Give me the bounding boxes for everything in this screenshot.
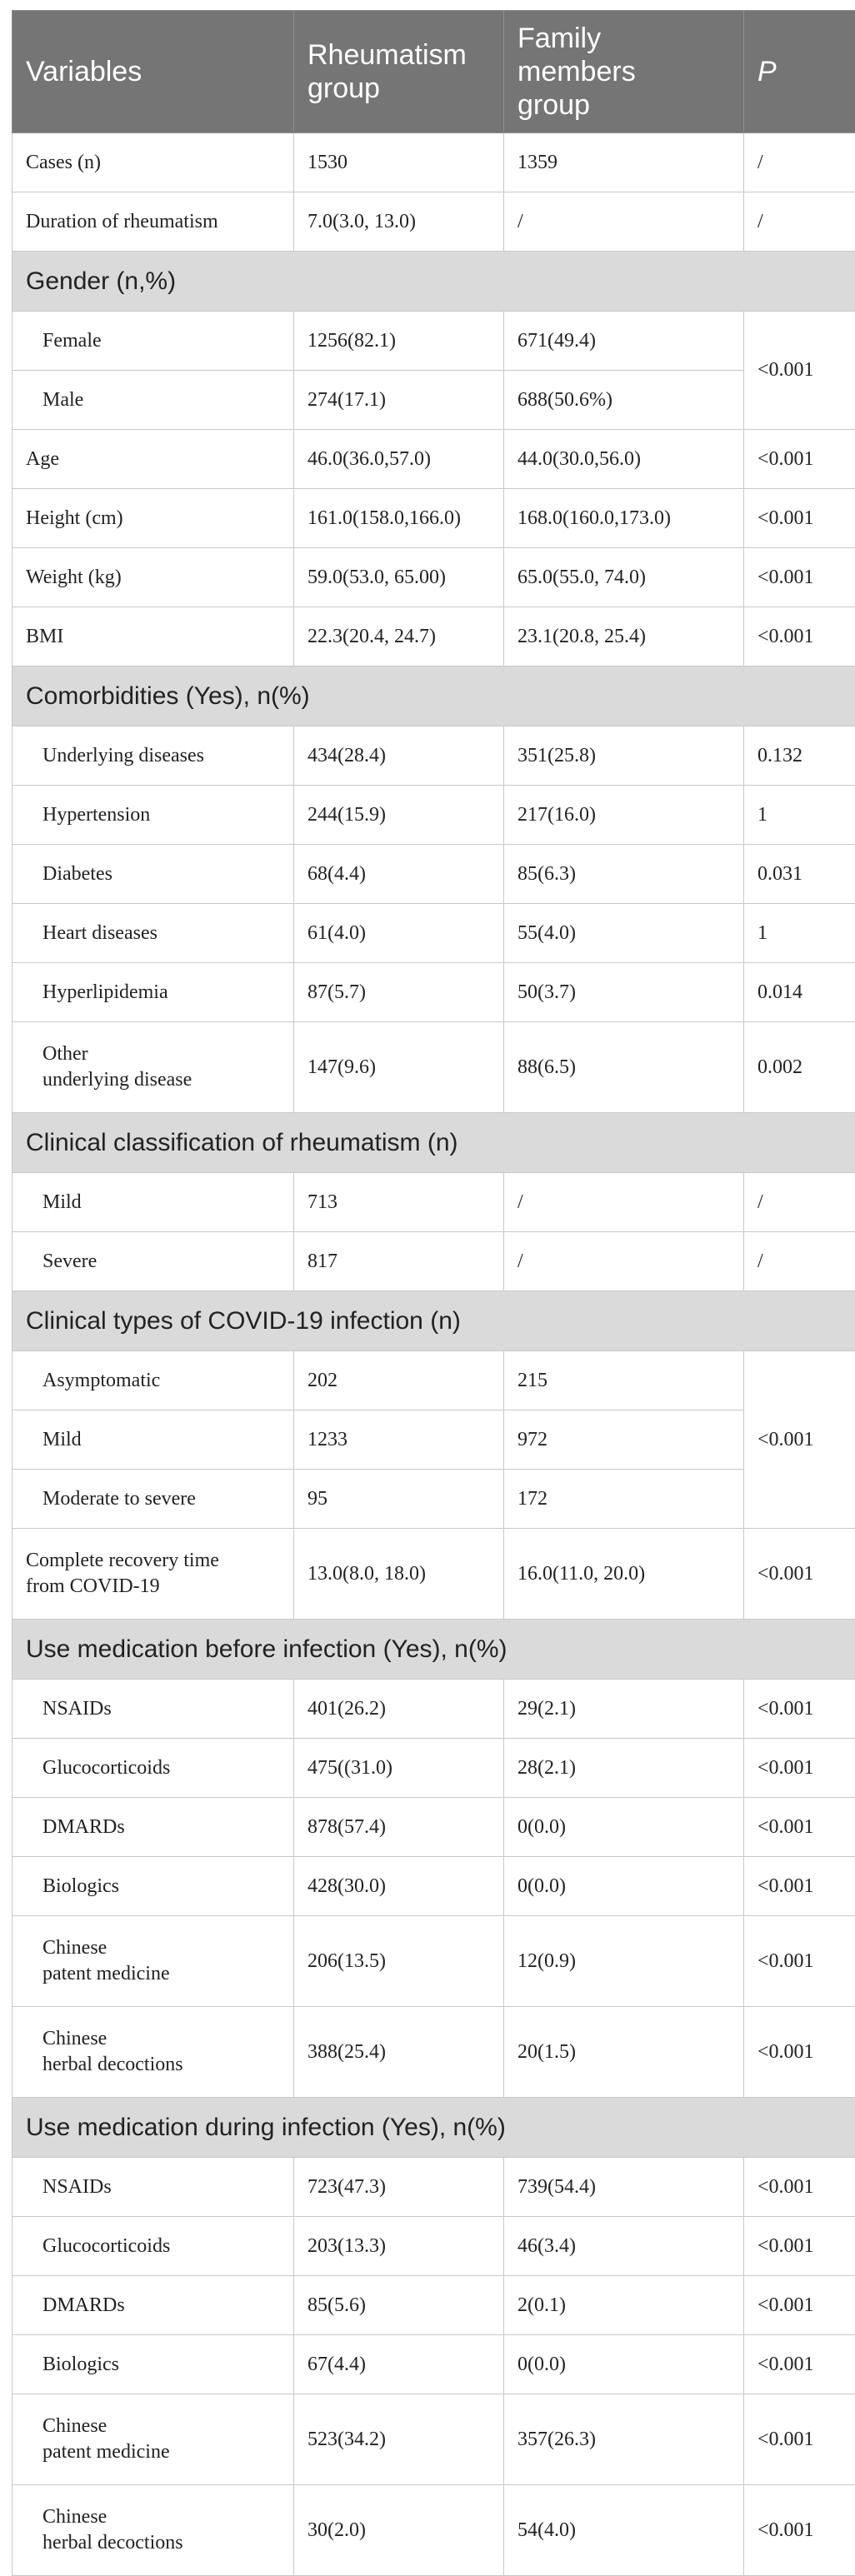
variable-label: Height (cm) [12, 489, 294, 548]
variable-label-line: from COVID-19 [26, 1575, 160, 1597]
table-row [12, 1410, 855, 1470]
table-row [12, 607, 855, 666]
family-group-value: 0(0.0) [504, 1798, 744, 1857]
family-group-value: 88(6.5) [504, 1022, 744, 1113]
rheumatism-group-value: 203(13.3) [294, 2217, 504, 2276]
rheumatism-group-value: 67(4.4) [294, 2335, 504, 2394]
rheumatism-group-value: 274(17.1) [294, 371, 504, 430]
variable-label: NSAIDs [12, 2158, 294, 2217]
table-row [12, 312, 855, 371]
p-value: 0.002 [744, 1022, 855, 1113]
family-group-value: 28(2.1) [504, 1739, 744, 1798]
table-row [12, 2158, 855, 2217]
family-group-value: 0(0.0) [504, 1857, 744, 1916]
p-value: <0.001 [744, 607, 855, 666]
table-row [12, 489, 855, 548]
variable-label-line: Chinese [42, 2506, 107, 2528]
variable-label-line: Chinese [42, 2028, 107, 2049]
rheumatism-group-value: 388(25.4) [294, 2007, 504, 2098]
variable-label: Male [12, 371, 294, 430]
p-value: 1 [744, 904, 855, 963]
family-group-value: / [504, 1232, 744, 1291]
family-group-value: 50(3.7) [504, 963, 744, 1022]
table-header [12, 11, 855, 133]
family-group-value: 172 [504, 1470, 744, 1529]
section-label: Comorbidities (Yes), n(%) [12, 666, 855, 726]
p-value: <0.001 [744, 2007, 855, 2098]
variable-label: Hypertension [12, 786, 294, 845]
table-row [12, 1857, 855, 1916]
family-group-value: 217(16.0) [504, 786, 744, 845]
variable-label: Mild [12, 1410, 294, 1470]
rheumatism-group-value: 87(5.7) [294, 963, 504, 1022]
table-row [12, 371, 855, 430]
p-value: <0.001 [744, 1739, 855, 1798]
variable-label: Duration of rheumatism [12, 192, 294, 252]
family-group-value: 1359 [504, 133, 744, 192]
rheumatism-group-value: 817 [294, 1232, 504, 1291]
variable-label: Mild [12, 1173, 294, 1232]
variable-label-line: patent medicine [42, 1963, 170, 1984]
p-value: <0.001 [744, 1857, 855, 1916]
table-row [12, 2335, 855, 2394]
section-header-row [12, 666, 855, 726]
variable-label-line: herbal decoctions [42, 2532, 183, 2554]
header-family-group-line: group [518, 89, 590, 121]
family-group-value: 16.0(11.0, 20.0) [504, 1529, 744, 1620]
rheumatism-group-value: 30(2.0) [294, 2485, 504, 2576]
header-rheumatism-group [294, 11, 504, 133]
family-group-value: 671(49.4) [504, 312, 744, 371]
rheumatism-group-value: 723(47.3) [294, 2158, 504, 2217]
rheumatism-group-value: 202 [294, 1351, 504, 1410]
variable-label-line: patent medicine [42, 2441, 170, 2463]
variable-label-line: underlying disease [42, 1069, 192, 1091]
table-row [12, 904, 855, 963]
family-group-value: 44.0(30.0,56.0) [504, 430, 744, 489]
rheumatism-group-value: 85(5.6) [294, 2276, 504, 2335]
variable-label: Diabetes [12, 845, 294, 904]
table-row [12, 1232, 855, 1291]
family-group-value: / [504, 1173, 744, 1232]
table-row [12, 726, 855, 786]
p-value: <0.001 [744, 2394, 855, 2485]
rheumatism-group-value: 523(34.2) [294, 2394, 504, 2485]
section-header-row [12, 2098, 855, 2158]
family-group-value: 85(6.3) [504, 845, 744, 904]
rheumatism-group-value: 1256(82.1) [294, 312, 504, 371]
section-header-row [12, 1291, 855, 1351]
table-row [12, 1022, 855, 1113]
variable-label-line: Chinese [42, 1937, 107, 1959]
table-row [12, 1529, 855, 1620]
variable-label: NSAIDs [12, 1680, 294, 1739]
table-row [12, 1680, 855, 1739]
family-group-value: 739(54.4) [504, 2158, 744, 2217]
rheumatism-group-value: 244(15.9) [294, 786, 504, 845]
rheumatism-group-value: 475((31.0) [294, 1739, 504, 1798]
table-row [12, 2007, 855, 2098]
p-value: <0.001 [744, 489, 855, 548]
table-row [12, 133, 855, 192]
p-value: <0.001 [744, 548, 855, 607]
section-header-row [12, 1113, 855, 1173]
p-value: <0.001 [744, 1798, 855, 1857]
family-group-value: 65.0(55.0, 74.0) [504, 548, 744, 607]
variable-label-line: Complete recovery time [26, 1550, 219, 1571]
p-value: <0.001 [744, 1916, 855, 2007]
variable-label-line: herbal decoctions [42, 2054, 183, 2075]
variable-label: Female [12, 312, 294, 371]
table-row [12, 845, 855, 904]
table-row [12, 2394, 855, 2485]
variable-label: DMARDs [12, 1798, 294, 1857]
table-row [12, 963, 855, 1022]
rheumatism-group-value: 878(57.4) [294, 1798, 504, 1857]
section-header-row [12, 252, 855, 312]
variable-label: Asymptomatic [12, 1351, 294, 1410]
rheumatism-group-value: 206(13.5) [294, 1916, 504, 2007]
family-group-value: 0(0.0) [504, 2335, 744, 2394]
family-group-value: / [504, 192, 744, 252]
family-group-value: 351(25.8) [504, 726, 744, 786]
variable-label: Hyperlipidemia [12, 963, 294, 1022]
family-group-value: 46(3.4) [504, 2217, 744, 2276]
rheumatism-group-value: 13.0(8.0, 18.0) [294, 1529, 504, 1620]
p-value: <0.001 [744, 2485, 855, 2576]
variable-label: DMARDs [12, 2276, 294, 2335]
variable-label: Age [12, 430, 294, 489]
variable-label: BMI [12, 607, 294, 666]
variable-label: Heart diseases [12, 904, 294, 963]
family-group-value: 20(1.5) [504, 2007, 744, 2098]
header-p-value: P [744, 11, 855, 133]
table-row [12, 548, 855, 607]
variable-label [12, 2007, 294, 2098]
variable-label [12, 1022, 294, 1113]
p-value: / [744, 192, 855, 252]
rheumatism-group-value: 68(4.4) [294, 845, 504, 904]
p-value: <0.001 [744, 2217, 855, 2276]
p-value: 0.014 [744, 963, 855, 1022]
family-group-value: 23.1(20.8, 25.4) [504, 607, 744, 666]
data-table [12, 10, 855, 2576]
p-value: 0.031 [744, 845, 855, 904]
table-row [12, 1173, 855, 1232]
family-group-value: 54(4.0) [504, 2485, 744, 2576]
table-row [12, 2217, 855, 2276]
table-row [12, 1798, 855, 1857]
table-row [12, 1739, 855, 1798]
variable-label: Weight (kg) [12, 548, 294, 607]
family-group-value: 357(26.3) [504, 2394, 744, 2485]
variable-label-line: Other [42, 1043, 88, 1065]
table-row [12, 1916, 855, 2007]
table-body [12, 133, 855, 2576]
table-row [12, 1351, 855, 1410]
rheumatism-group-value: 1530 [294, 133, 504, 192]
variable-label [12, 1916, 294, 2007]
family-group-value: 29(2.1) [504, 1680, 744, 1739]
variable-label: Biologics [12, 2335, 294, 2394]
variable-label: Cases (n) [12, 133, 294, 192]
rheumatism-group-value: 46.0(36.0,57.0) [294, 430, 504, 489]
variable-label: Severe [12, 1232, 294, 1291]
header-variables: Variables [12, 11, 294, 133]
rheumatism-group-value: 22.3(20.4, 24.7) [294, 607, 504, 666]
section-label: Clinical classification of rheumatism (n) [12, 1113, 855, 1173]
p-value: <0.001 [744, 1680, 855, 1739]
p-value: <0.001 [744, 2335, 855, 2394]
rheumatism-group-value: 147(9.6) [294, 1022, 504, 1113]
rheumatism-group-value: 61(4.0) [294, 904, 504, 963]
p-value: / [744, 1232, 855, 1291]
variable-label: Glucocorticoids [12, 1739, 294, 1798]
rheumatism-group-value: 59.0(53.0, 65.00) [294, 548, 504, 607]
variable-label [12, 2485, 294, 2576]
rheumatism-group-value: 161.0(158.0,166.0) [294, 489, 504, 548]
p-value: / [744, 1173, 855, 1232]
p-value: 1 [744, 786, 855, 845]
family-group-value: 168.0(160.0,173.0) [504, 489, 744, 548]
family-group-value: 55(4.0) [504, 904, 744, 963]
header-rheumatism-group-line: group [308, 72, 380, 104]
section-label: Use medication during infection (Yes), n(%) [12, 2098, 855, 2158]
table-row [12, 430, 855, 489]
header-row [12, 11, 855, 133]
rheumatism-group-value: 7.0(3.0, 13.0) [294, 192, 504, 252]
family-group-value: 688(50.6%) [504, 371, 744, 430]
family-group-value: 2(0.1) [504, 2276, 744, 2335]
table-row [12, 2276, 855, 2335]
p-value: <0.001 [744, 1351, 855, 1529]
section-label: Gender (n,%) [12, 252, 855, 312]
rheumatism-group-value: 95 [294, 1470, 504, 1529]
p-value: <0.001 [744, 2158, 855, 2217]
section-label: Clinical types of COVID-19 infection (n) [12, 1291, 855, 1351]
table-container [12, 10, 855, 2576]
family-group-value: 12(0.9) [504, 1916, 744, 2007]
family-group-value: 215 [504, 1351, 744, 1410]
table-row [12, 2485, 855, 2576]
header-rheumatism-group-line: Rheumatism [308, 39, 467, 71]
p-value: <0.001 [744, 312, 855, 430]
rheumatism-group-value: 401(26.2) [294, 1680, 504, 1739]
variable-label [12, 2394, 294, 2485]
p-value: <0.001 [744, 430, 855, 489]
header-family-group-line: Family [518, 22, 601, 54]
rheumatism-group-value: 1233 [294, 1410, 504, 1470]
table-row [12, 192, 855, 252]
table-row [12, 786, 855, 845]
section-label: Use medication before infection (Yes), n(%) [12, 1620, 855, 1680]
variable-label: Underlying diseases [12, 726, 294, 786]
p-value: 0.132 [744, 726, 855, 786]
family-group-value: 972 [504, 1410, 744, 1470]
p-value: <0.001 [744, 2276, 855, 2335]
header-family-members-group [504, 11, 744, 133]
p-value: / [744, 133, 855, 192]
rheumatism-group-value: 434(28.4) [294, 726, 504, 786]
variable-label: Biologics [12, 1857, 294, 1916]
variable-label [12, 1529, 294, 1620]
rheumatism-group-value: 713 [294, 1173, 504, 1232]
variable-label-line: Chinese [42, 2415, 107, 2437]
section-header-row [12, 1620, 855, 1680]
p-value: <0.001 [744, 1529, 855, 1620]
table-row [12, 1470, 855, 1529]
variable-label: Moderate to severe [12, 1470, 294, 1529]
header-family-group-line: members [518, 56, 636, 87]
rheumatism-group-value: 428(30.0) [294, 1857, 504, 1916]
variable-label: Glucocorticoids [12, 2217, 294, 2276]
